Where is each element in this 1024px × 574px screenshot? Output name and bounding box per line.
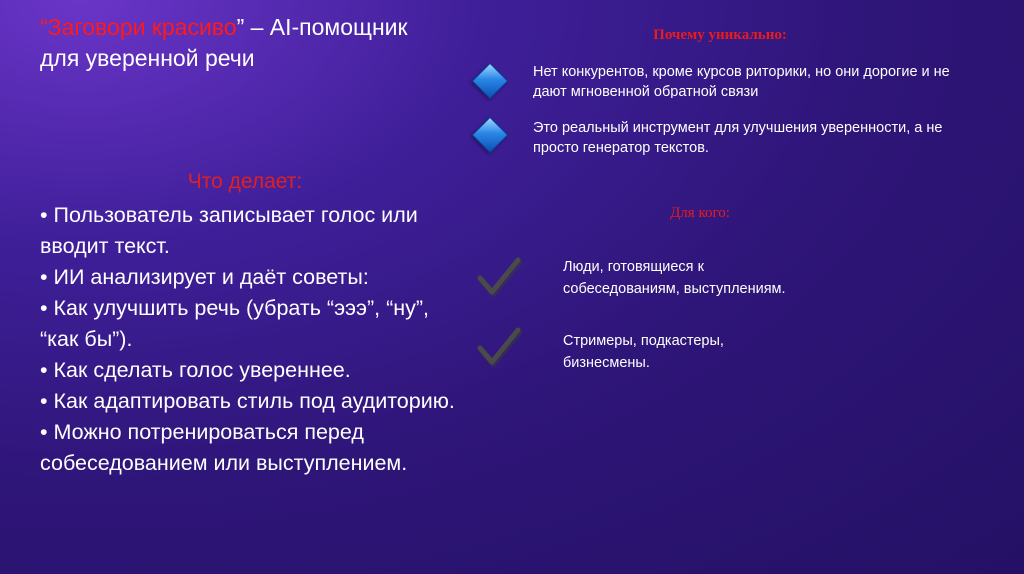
what-heading: Что делает: xyxy=(187,170,303,193)
checkmark-icon xyxy=(474,322,526,374)
title-quote-open: “ xyxy=(40,14,48,40)
feature-item: • Как сделать голос увереннее. xyxy=(40,358,351,382)
audience-item: Люди, готовящиеся к собеседованиям, выступлениям. xyxy=(563,259,786,297)
title-rest: ” – AI-помощник для уверенной речи xyxy=(40,14,408,71)
audience-heading: Для кого: xyxy=(670,205,730,221)
slide-title xyxy=(40,12,440,74)
unique-item: Это реальный инструмент для улучшения уверенности, а не просто генератор текстов. xyxy=(533,120,943,156)
feature-item: • Как адаптировать стиль под аудиторию. xyxy=(40,389,455,413)
feature-item: • Можно потренироваться перед собеседованием или выступлением. xyxy=(40,420,408,475)
checkmark-icon xyxy=(474,252,526,304)
audience-item: Стримеры, подкастеры, бизнесмены. xyxy=(563,333,724,371)
unique-heading: Почему уникально: xyxy=(653,27,787,43)
unique-item: Нет конкурентов, кроме курсов риторики, но они дорогие и не дают мгновенной обратной связи xyxy=(533,64,950,98)
diamond-bullet-icon xyxy=(472,117,509,154)
feature-item: • ИИ анализирует и даёт советы: xyxy=(40,265,369,289)
feature-item: • Пользователь записывает голос или вводит текст. xyxy=(40,203,418,258)
diamond-bullet-icon xyxy=(472,63,509,100)
feature-item: • Как улучшить речь (убрать “эээ”, “ну”, “как бы”). xyxy=(40,296,430,351)
title-brand: Заговори красиво xyxy=(47,14,237,40)
feature-list xyxy=(40,200,470,479)
